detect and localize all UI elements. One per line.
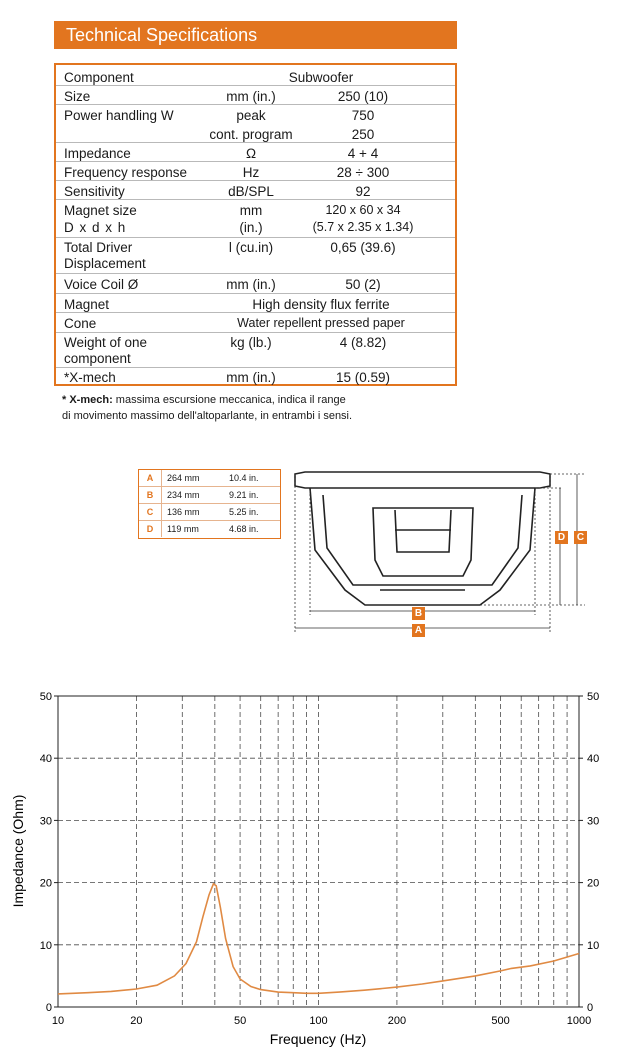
dimension-in: 5.25 in. (229, 507, 259, 517)
spec-header: Technical Specifications (54, 21, 457, 49)
spec-label: Displacement (64, 256, 146, 271)
dimension-label-a: A (412, 624, 425, 637)
dimension-label-b: B (412, 607, 425, 620)
spec-label: D x d x h (64, 220, 127, 235)
table-row (56, 180, 455, 200)
spec-unit: mm (in.) (226, 370, 276, 385)
dimension-label-c: C (574, 531, 587, 544)
spec-value: (5.7 x 2.35 x 1.34) (312, 220, 414, 234)
spec-value: 250 (10) (337, 89, 389, 104)
spec-unit: l (cu.in) (228, 240, 274, 255)
spec-value: 15 (0.59) (335, 370, 391, 385)
spec-unit: cont. program (209, 127, 293, 142)
dimension-table (138, 469, 281, 539)
chart-grid (58, 696, 579, 1007)
dimension-in: 10.4 in. (229, 473, 259, 483)
y-tick-label-right: 30 (587, 815, 600, 828)
spec-label: Voice Coil Ø (64, 277, 139, 292)
x-axis-label: Frequency (Hz) (269, 1031, 367, 1047)
spec-unit: kg (lb.) (230, 335, 272, 350)
spec-value: Water repellent pressed paper (237, 316, 405, 330)
spec-unit: mm (239, 203, 263, 218)
spec-label: Total Driver (64, 240, 133, 255)
spec-value: 750 (351, 108, 375, 123)
spec-value: 28 ÷ 300 (336, 165, 390, 180)
dimension-row (139, 521, 280, 537)
table-row (56, 199, 455, 238)
spec-label: Cone (64, 316, 97, 331)
table-row (56, 312, 455, 333)
y-tick-label-right: 20 (587, 877, 600, 890)
y-tick-label-right: 10 (587, 939, 600, 952)
spec-value: High density flux ferrite (252, 297, 390, 312)
dimension-mm: 264 mm (167, 473, 200, 483)
y-tick-label-left: 20 (39, 877, 52, 890)
speaker-basket (310, 488, 535, 605)
spec-value: 50 (2) (345, 277, 381, 292)
y-tick-label-left: 40 (39, 753, 52, 766)
x-tick-label: 1000 (566, 1015, 592, 1027)
spec-unit: peak (236, 108, 266, 123)
dimension-row (139, 504, 280, 521)
table-row (56, 65, 455, 86)
speaker-magnet (373, 508, 473, 576)
x-tick-label: 20 (130, 1015, 143, 1027)
dimension-letter: C (139, 504, 162, 520)
speaker-frame (295, 472, 550, 488)
y-tick-label-right: 0 (587, 1002, 594, 1014)
dimension-letter: A (139, 470, 162, 486)
spec-label: Component (64, 70, 134, 85)
spec-label: component (64, 351, 131, 366)
table-row (56, 367, 455, 386)
spec-unit: Ω (245, 146, 257, 161)
spec-label: Magnet (64, 297, 110, 312)
dimension-in: 4.68 in. (229, 524, 259, 534)
table-row (56, 237, 455, 274)
spec-value: 92 (355, 184, 371, 199)
spec-label: Impedance (64, 146, 131, 161)
spec-value: Subwoofer (288, 70, 354, 85)
y-tick-label-right: 50 (587, 691, 600, 703)
footnote-text: massima escursione meccanica, indica il range (112, 394, 346, 406)
dimension-row (139, 470, 280, 487)
spec-label: Frequency response (64, 165, 188, 180)
spec-unit: mm (in.) (226, 277, 276, 292)
dimension-label-d: D (555, 531, 568, 544)
footnote-term: * X-mech: (62, 394, 113, 406)
dimension-mm: 119 mm (167, 524, 199, 534)
spec-label: Sensitivity (64, 184, 125, 199)
x-tick-label: 500 (491, 1015, 510, 1027)
table-row (56, 142, 455, 162)
x-tick-label: 200 (387, 1015, 407, 1027)
x-tick-label: 100 (309, 1015, 328, 1027)
dimension-mm: 136 mm (167, 507, 200, 517)
footnote-line: di movimento massimo dell'altoparlante, in entrambi i sensi. (62, 410, 353, 422)
footnote (62, 392, 352, 424)
spec-label: Size (64, 89, 91, 104)
y-axis-label: Impedance (Ohm) (10, 794, 26, 908)
spec-unit: Hz (242, 165, 260, 180)
y-tick-label-left: 0 (45, 1002, 52, 1014)
table-row (56, 273, 455, 294)
dimension-letter: D (139, 521, 162, 537)
spec-unit: dB/SPL (228, 184, 274, 199)
dimension-letter: B (139, 487, 162, 503)
table-row (56, 332, 455, 368)
dimension-mm: 234 mm (167, 490, 200, 500)
spec-label: Magnet size (64, 203, 137, 218)
x-tick-label: 10 (51, 1015, 65, 1027)
speaker-drawing (285, 460, 595, 640)
y-tick-label-left: 50 (39, 691, 52, 703)
spec-value: 4 (8.82) (339, 335, 387, 350)
dimension-in: 9.21 in. (229, 490, 259, 500)
table-row (56, 85, 455, 105)
impedance-chart (0, 680, 620, 1050)
spec-value: 250 (351, 127, 375, 142)
spec-label: Weight of one (64, 335, 148, 350)
x-tick-label: 50 (233, 1015, 247, 1027)
spec-label: Power handling W (64, 108, 174, 123)
spec-unit: mm (in.) (226, 89, 276, 104)
spec-value: 120 x 60 x 34 (325, 203, 401, 217)
dimension-row (139, 487, 280, 504)
spec-label: *X-mech (64, 370, 116, 385)
y-tick-label-right: 40 (587, 753, 600, 766)
table-row (56, 104, 455, 143)
spec-value: 0,65 (39.6) (330, 240, 396, 255)
spec-table (54, 63, 457, 386)
y-tick-label-left: 10 (39, 939, 52, 952)
y-tick-label-left: 30 (39, 815, 52, 828)
footnote-line (62, 392, 352, 408)
table-row (56, 293, 455, 313)
spec-unit: (in.) (239, 220, 263, 235)
speaker-pole (395, 510, 451, 552)
table-row (56, 161, 455, 181)
spec-value: 4 + 4 (347, 146, 379, 161)
